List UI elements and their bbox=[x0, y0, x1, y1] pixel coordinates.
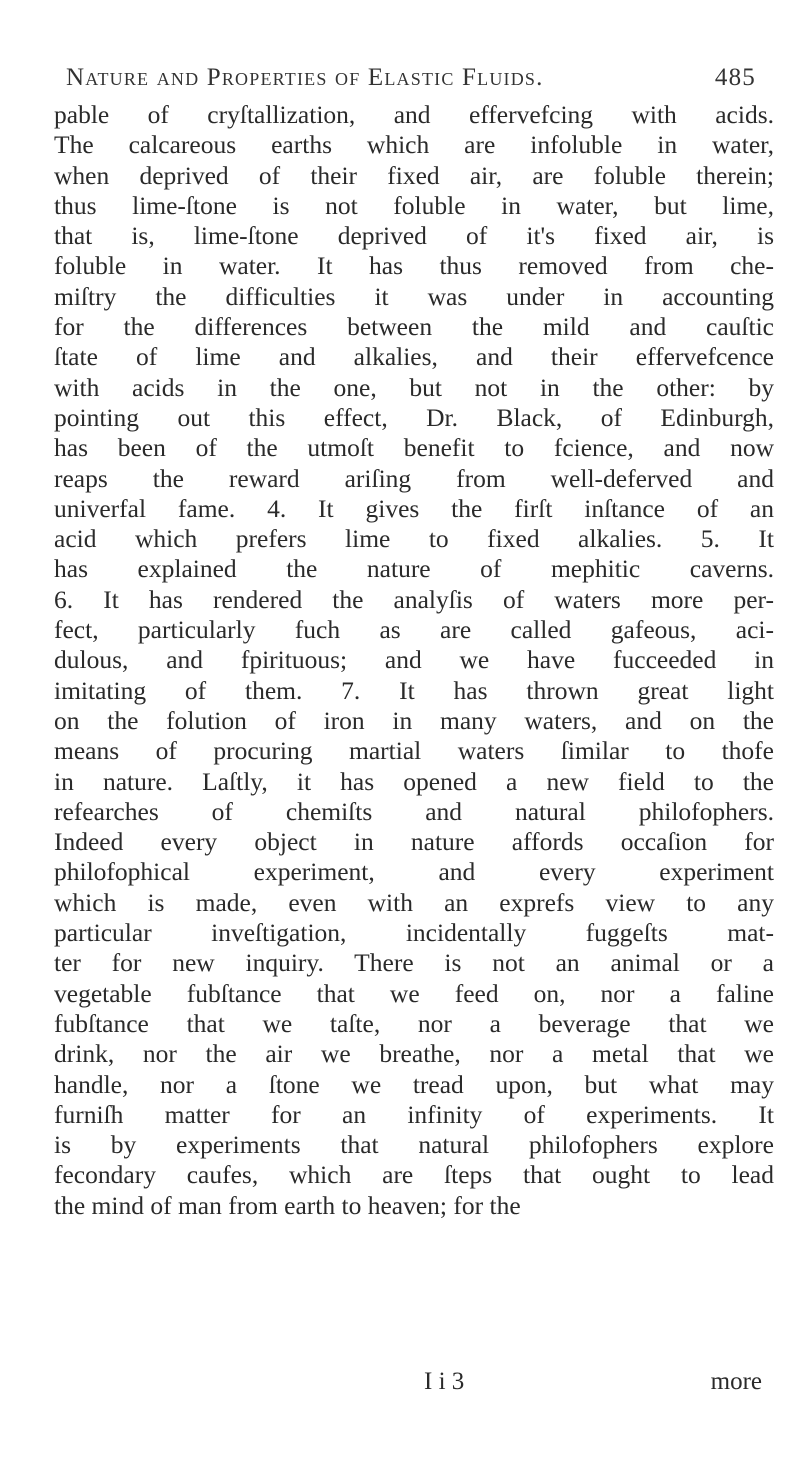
running-head bbox=[66, 64, 756, 104]
text-line: pointing out this effect, Dr. Black, of Edinburgh, bbox=[54, 402, 774, 432]
text-line: ſtate of lime and alkalies, and their effervefcence bbox=[54, 342, 774, 372]
text-line: means of procuring martial waters ſimilar to thofe bbox=[54, 736, 774, 766]
text-line: with acids in the one, but not in the other: by bbox=[54, 372, 774, 402]
body-paragraph bbox=[54, 100, 774, 1221]
text-line: Indeed every object in nature affords occaſion for bbox=[54, 827, 774, 857]
text-line: fubſtance that we taſte, nor a beverage that we bbox=[54, 1008, 774, 1038]
text-line: univerfal fame. 4. It gives the firſt inſtance of an bbox=[54, 493, 774, 523]
page-number: 485 bbox=[714, 64, 756, 91]
running-head-title: Nature and Properties of Elastic Fluids. bbox=[66, 64, 544, 91]
text-line: fect, particularly fuch as are called gafeous, aci- bbox=[54, 615, 774, 645]
text-line: dulous, and fpirituous; and we have fucceeded in bbox=[54, 645, 774, 675]
text-line: acid which prefers lime to fixed alkalies. 5. It bbox=[54, 524, 774, 554]
signature-mark: I i 3 bbox=[424, 1368, 465, 1395]
text-line: furniſh matter for an infinity of experiments. It bbox=[54, 1099, 774, 1129]
text-line: is by experiments that natural philofophers explore bbox=[54, 1130, 774, 1160]
catchword: more bbox=[710, 1368, 762, 1395]
text-line: pable of cryſtallization, and effervefcing with acids. bbox=[54, 100, 774, 129]
text-line: thus lime-ſtone is not foluble in water, but lime, bbox=[54, 190, 774, 220]
text-line: on the folution of iron in many waters, and on the bbox=[54, 705, 774, 735]
page-footer bbox=[54, 1366, 774, 1398]
text-line: drink, nor the air we breathe, nor a metal that we bbox=[54, 1039, 774, 1069]
text-line: that is, lime-ſtone deprived of it's fixed air, is bbox=[54, 221, 774, 251]
text-line: fecondary caufes, which are ſteps that ought to lead bbox=[54, 1160, 774, 1190]
text-line: ter for new inquiry. There is not an animal or a bbox=[54, 948, 774, 978]
text-line: the mind of man from earth to heaven; for the bbox=[54, 1190, 521, 1220]
text-line: imitating of them. 7. It has thrown great light bbox=[54, 675, 774, 705]
text-line: has explained the nature of mephitic caverns. bbox=[54, 554, 774, 584]
text-line: philofophical experiment, and every experiment bbox=[54, 857, 774, 887]
text-line: foluble in water. It has thus removed from che- bbox=[54, 251, 774, 281]
text-line: particular inveſtigation, incidentally fuggeſts mat- bbox=[54, 918, 774, 948]
text-line: when deprived of their fixed air, are foluble therein; bbox=[54, 160, 774, 190]
text-line: which is made, even with an exprefs view to any bbox=[54, 887, 774, 917]
text-line: The calcareous earths which are infoluble in water, bbox=[54, 130, 774, 160]
text-line: 6. It has rendered the analyſis of waters more per- bbox=[54, 584, 774, 614]
text-line: refearches of chemiſts and natural philofophers. bbox=[54, 796, 774, 826]
text-line: handle, nor a ſtone we tread upon, but what may bbox=[54, 1069, 774, 1099]
text-line: miſtry the difficulties it was under in accounting bbox=[54, 281, 774, 311]
text-line: reaps the reward ariſing from well-deferved and bbox=[54, 463, 774, 493]
text-line: vegetable fubſtance that we feed on, nor a faline bbox=[54, 978, 774, 1008]
text-line: in nature. Laſtly, it has opened a new field to the bbox=[54, 766, 774, 796]
text-line: has been of the utmoſt benefit to fcience, and now bbox=[54, 433, 774, 463]
text-line: for the differences between the mild and cauſtic bbox=[54, 312, 774, 342]
